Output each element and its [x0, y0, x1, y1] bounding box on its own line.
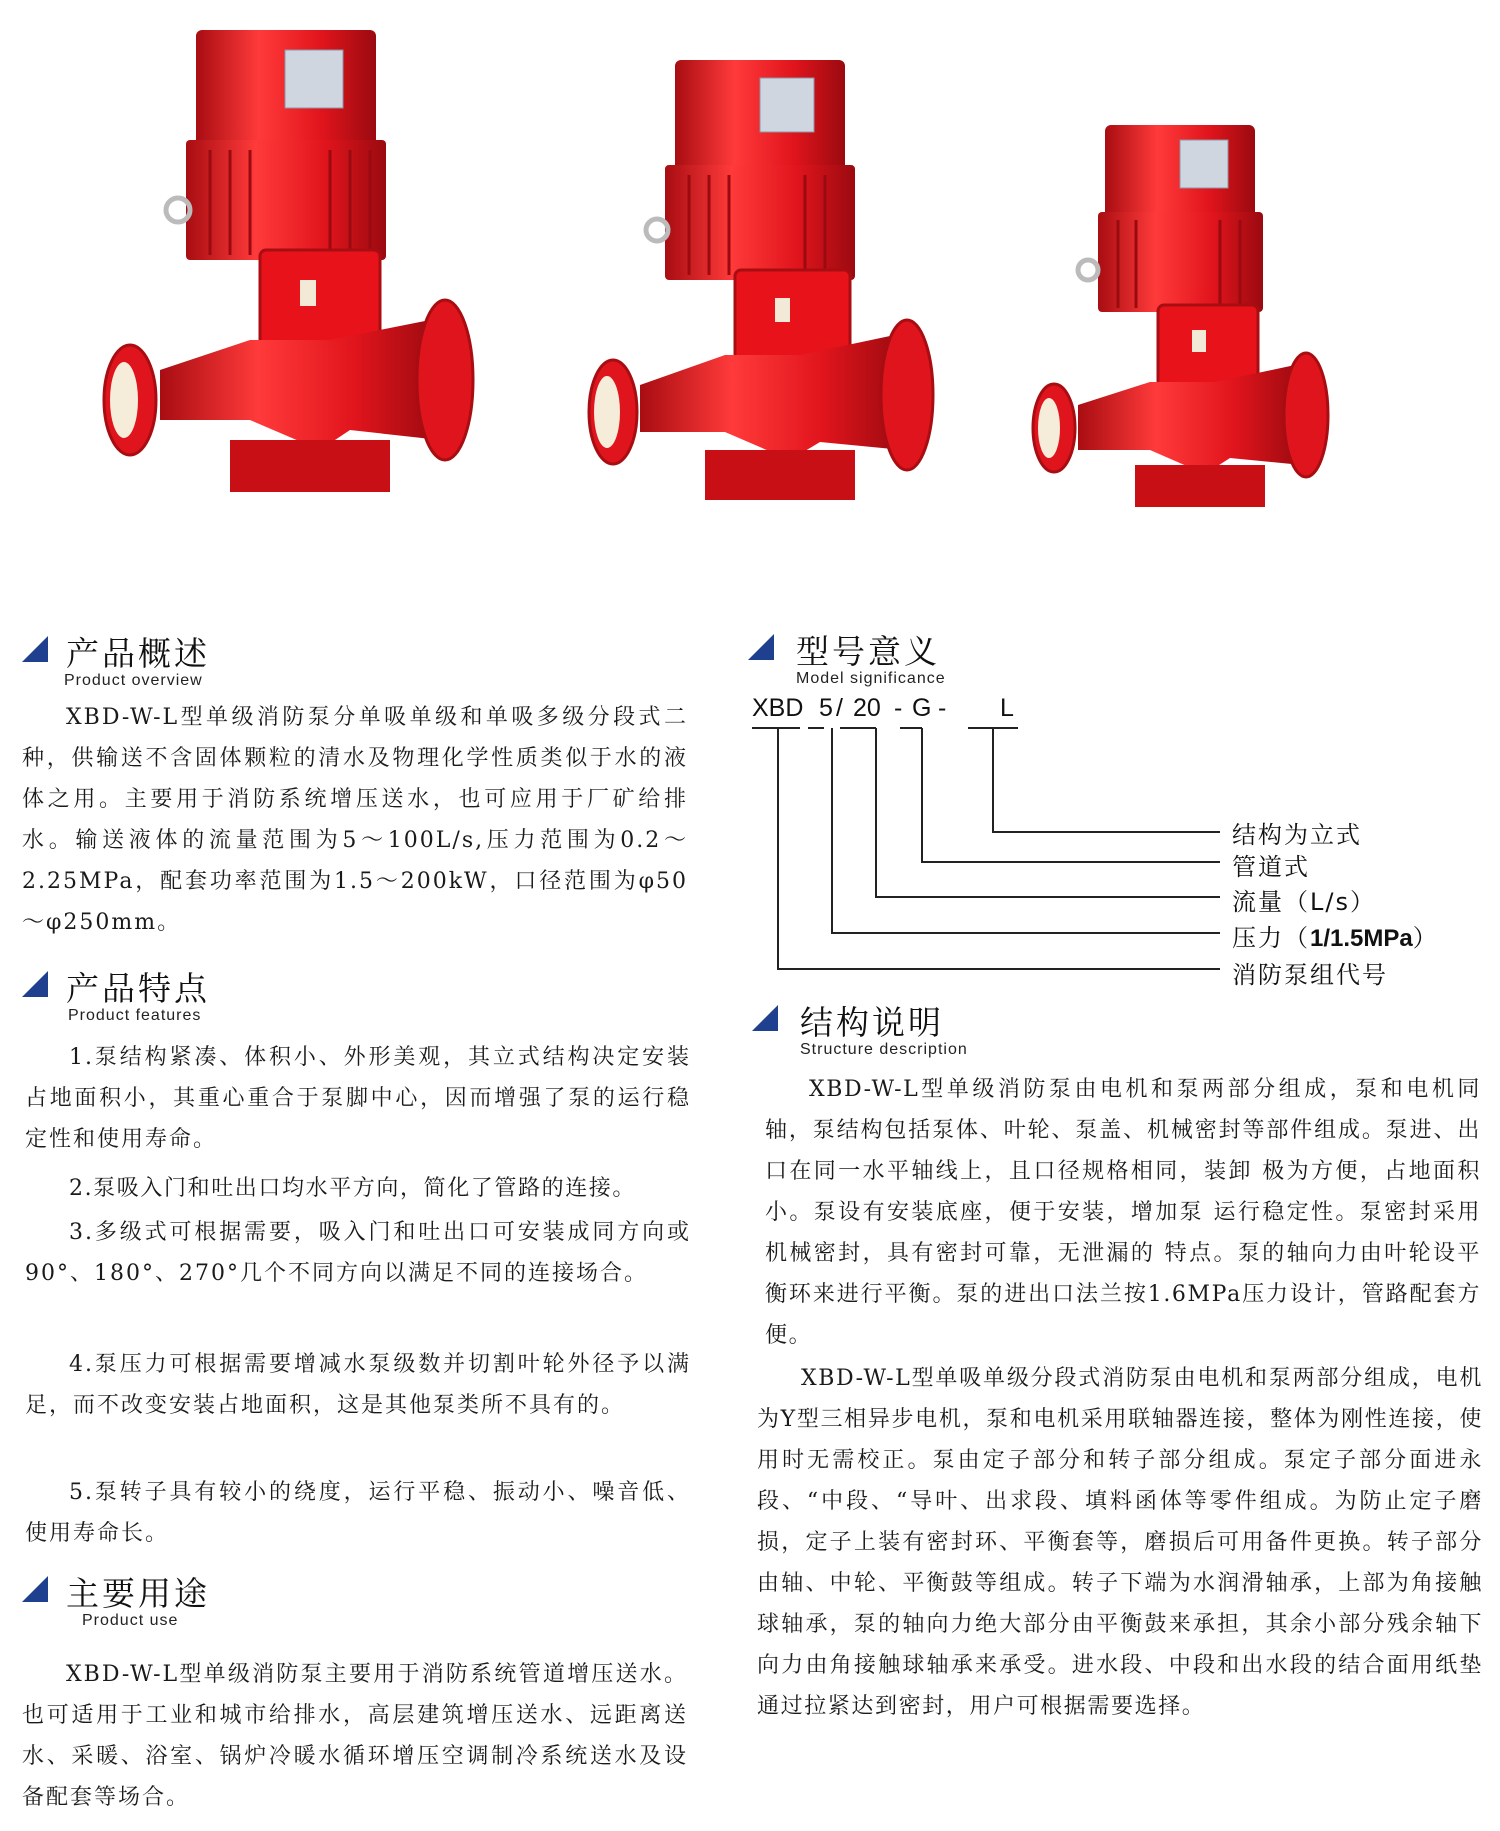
model-code-dash: -: [938, 694, 947, 722]
feature-item: 1.泵结构紧凑、体积小、外形美观，其立式结构决定安装占地面积小，其重心重合于泵脚中心，因而增强了泵的运行稳定性和使用寿命。: [25, 1045, 691, 1152]
overview-heading: [22, 628, 282, 692]
model-heading: [748, 626, 1008, 690]
model-label-structure: 结构为立式: [1232, 821, 1362, 849]
overview-subtitle: Product overview: [64, 672, 203, 689]
usage-heading: [22, 1568, 282, 1632]
overview-text: XBD-W-L型单级消防泵分单吸单级和单吸多级分段式二种，供输送不含固体颗粒的清水及物理化学性质类似于水的液体之用。主要用于消防系统增压送水，也可应用于厂矿给排水。输送液体的流量范围为5～100L/s,压力范围为0.2～2.25MPa，配套功率范围为1.5～200kW，口径范围为φ50～φ250mm。: [22, 705, 688, 935]
structure-text-2: XBD-W-L型单吸单级分段式消防泵由电机和泵两部分组成，电机为Y型三相异步电机，泵和电机采用联轴器连接，整体为刚性连接，使用时无需校正。泵由定子部分和转子部分组成。泵定子部分面进永段、“中段、“导叶、出求段、填料函体等零件组成。为防止定子磨损，定子上装有密封环、平衡套等，磨损后可用备件更换。转子部分由轴、中轮、平衡鼓等组成。转子下端为水润滑轴承，上部为角接触球轴承，泵的轴向力绝大部分由平衡鼓来承担，其余小部分残余轴下向力由角接触球轴承来承受。进水段、中段和出水段的结合面用纸垫通过拉紧达到密封，用户可根据需要选择。: [757, 1366, 1483, 1719]
feature-item: 2.泵吸入门和吐出口均水平方向，简化了管路的连接。: [69, 1176, 636, 1201]
model-label-pressure-text: 压力（: [1232, 924, 1310, 952]
model-code-pressure: 5: [819, 694, 833, 722]
heading-marker-icon: [748, 634, 774, 660]
features-subtitle: Product features: [68, 1007, 202, 1024]
structure-heading: [752, 997, 1012, 1061]
model-label-pressure-unit: 1/1.5MPa: [1310, 925, 1413, 952]
model-code-structure: L: [1000, 694, 1014, 722]
heading-marker-icon: [22, 636, 48, 662]
model-label-pressure-close: ）: [1412, 924, 1439, 952]
pump-image-medium: [585, 50, 945, 530]
feature-item: 5.泵转子具有较小的绕度，运行平稳、振动小、噪音低、使用寿命长。: [25, 1480, 691, 1546]
model-code-xbd: XBD: [752, 694, 804, 722]
heading-marker-icon: [22, 971, 48, 997]
model-code-slash: /: [836, 694, 843, 722]
model-label-pressure: [1232, 918, 1439, 953]
model-label-pipeline: 管道式: [1232, 853, 1310, 881]
features-heading: [22, 963, 282, 1027]
heading-marker-icon: [22, 1576, 48, 1602]
pump-image-large: [100, 20, 480, 525]
model-subtitle: Model significance: [796, 670, 946, 687]
model-code-dash: -: [894, 694, 903, 722]
feature-item: 3.多级式可根据需要，吸入门和吐出口可安装成同方向或90°、180°、270°几个不同方向以满足不同的连接场合。: [25, 1220, 691, 1286]
structure-subtitle: Structure description: [800, 1041, 968, 1058]
features-title: 产品特点: [66, 969, 210, 1008]
pump-image-small: [1030, 120, 1340, 530]
model-title: 型号意义: [796, 632, 940, 671]
model-label-flow: 流量（L/s）: [1232, 888, 1376, 916]
usage-title: 主要用途: [66, 1574, 210, 1613]
structure-text-1: XBD-W-L型单级消防泵由电机和泵两部分组成，泵和电机同轴，泵结构包括泵体、叶轮、泵盖、机械密封等部件组成。泵进、出口在同一水平轴线上，且口径规格相同，装卸 极为方便，占地面积小。泵设有安装底座，便于安装，增加泵 运行稳定性。泵密封采用机械密封，具有密封可靠，无泄漏的 特点。泵的轴向力由叶轮设平衡环来进行平衡。泵的进出口法兰按1.6MPa压力设计，管路配套方便。: [765, 1077, 1481, 1348]
feature-item: 4.泵压力可根据需要增减水泵级数并切割叶轮外径予以满足，而不改变安装占地面积，这是其他泵类所不具有的。: [25, 1352, 691, 1418]
heading-marker-icon: [752, 1005, 778, 1031]
overview-title: 产品概述: [66, 634, 210, 673]
model-code-flow: 20: [853, 694, 881, 722]
model-label-code: 消防泵组代号: [1232, 961, 1388, 989]
model-code-pipeline: G: [912, 694, 932, 722]
model-diagram-lines: [740, 722, 1240, 982]
structure-title: 结构说明: [800, 1003, 944, 1042]
usage-subtitle: Product use: [82, 1612, 179, 1629]
usage-text: XBD-W-L型单级消防泵主要用于消防系统管道增压送水。也可适用于工业和城市给排水，高层建筑增压送水、远距离送水、采暖、浴室、锅炉冷暖水循环增压空调制冷系统送水及设备配套等场合。: [22, 1662, 688, 1810]
